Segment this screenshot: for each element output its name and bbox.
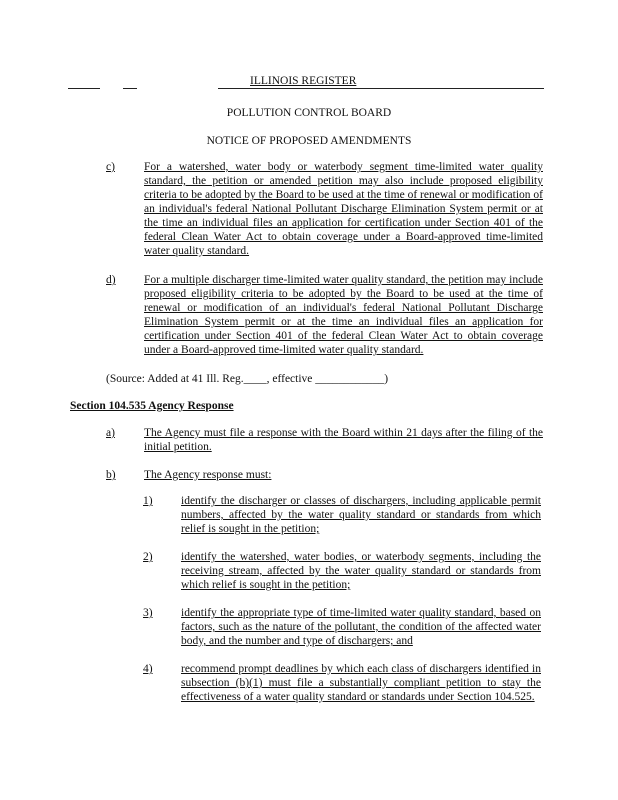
list-item (143, 494, 541, 536)
list-item (143, 550, 541, 592)
register-title: ILLINOIS REGISTER (250, 75, 357, 87)
item-2-text: identify the watershed, water bodies, or waterbody segments, including the receiving stream, affected by the water quality standard or standards from which relief is sought in the petition; (181, 551, 541, 592)
item-3-text: identify the appropriate type of time-limited water quality standard, based on factors, such as the nature of the pollutant, the condition of the affected water body, and the number and type of dischargers; and (181, 607, 541, 648)
item-3-label: 3) (143, 607, 153, 619)
item-4-text: recommend prompt deadlines by which each class of dischargers identified in subsection (b)(1) must file a substantially compliant petition to stay the effectiveness of a water quality standard or standards under Section 104.525. (181, 663, 541, 704)
subsection-b-text: The Agency response must: (144, 469, 272, 481)
list-item (143, 606, 541, 648)
source-note-text: (Source: Added at 41 Ill. Reg.____, effective ____________) (106, 373, 389, 385)
subsection-d-label: d) (106, 274, 116, 286)
item-4-label: 4) (143, 663, 153, 675)
subsection-d-text: For a multiple discharger time-limited water quality standard, the petition may include proposed eligibility criteria to be adopted by the Board to be used at the time of renewal or modification of an individual's federal National Pollutant Discharge Elimination System permit or at the time an individual files an application for certification under Section 401 of the federal Clean Water Act to obtain coverage under a Board-approved time-limited water quality standard. (144, 274, 543, 357)
header-rule-main (218, 88, 544, 89)
item-1-text: identify the discharger or classes of dischargers, including applicable permit numbers, affected by the water quality standard or standards from which relief is sought in the petition; (181, 495, 541, 536)
subsection-c-text: For a watershed, water body or waterbody segment time-limited water quality standard, the petition or amended petition may also include proposed eligibility criteria to be adopted by the Board to be used at the time of renewal or modification of an individual's federal National Pollutant Discharge Elimination System permit or at the time an individual files an application for certification under Section 401 of the federal Clean Water Act to obtain coverage under a Board-approved time-limited water quality standard. (144, 161, 543, 258)
subsection-d (106, 273, 543, 357)
notice-title: NOTICE OF PROPOSED AMENDMENTS (206, 135, 412, 147)
subsection-a-label: a) (106, 427, 115, 439)
section-heading: Section 104.535 Agency Response (70, 400, 234, 412)
subsection-a (106, 426, 543, 454)
subsection-c (106, 160, 543, 258)
list-item (143, 662, 541, 704)
source-note (106, 372, 388, 386)
subsection-c-label: c) (106, 161, 115, 173)
agency-title: POLLUTION CONTROL BOARD (226, 107, 392, 119)
subsection-b-label: b) (106, 469, 116, 481)
header-rule-left-1 (68, 88, 100, 89)
header-rule-left-2 (123, 88, 137, 89)
subsection-a-text: The Agency must file a response with the Board within 21 days after the filing of the initial petition. (144, 427, 543, 454)
item-1-label: 1) (143, 495, 153, 507)
item-2-label: 2) (143, 551, 153, 563)
subsection-b (106, 468, 543, 482)
